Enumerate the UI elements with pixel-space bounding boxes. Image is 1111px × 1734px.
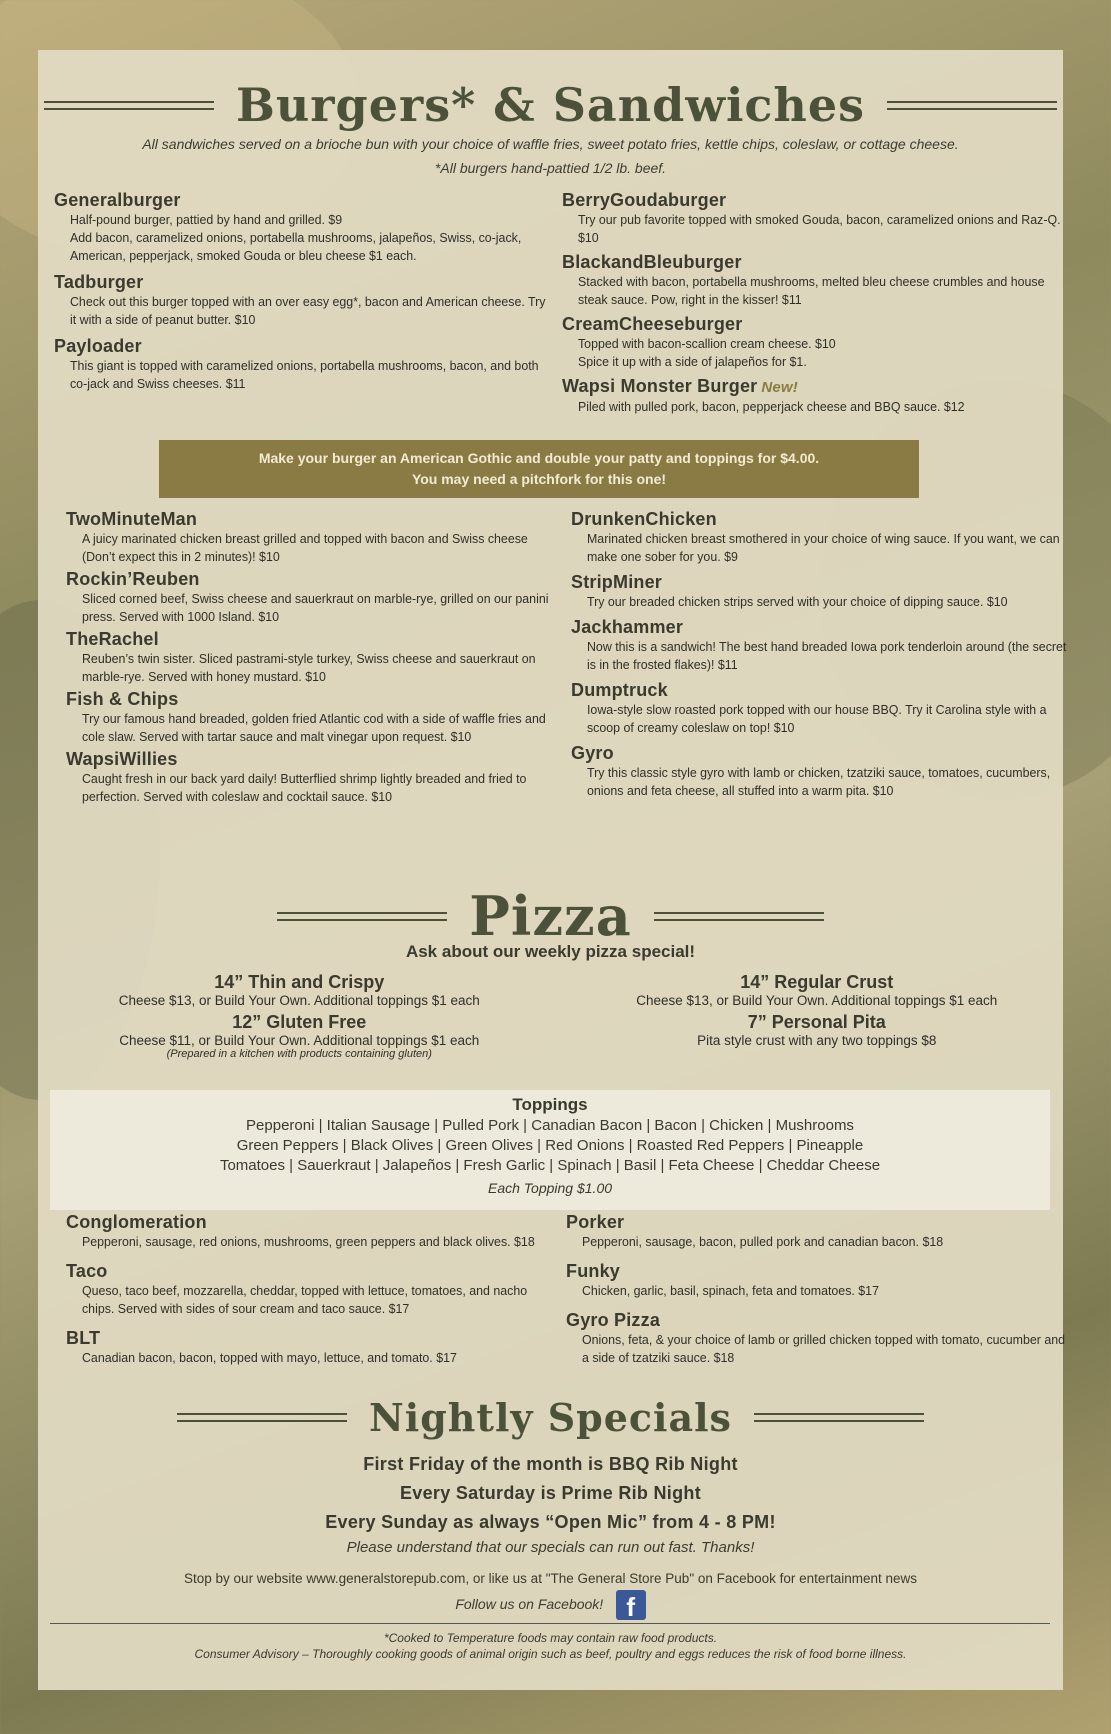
special-line: First Friday of the month is BBQ Rib Night xyxy=(363,1454,738,1474)
divider xyxy=(887,101,1057,110)
divider xyxy=(654,912,824,921)
website-info: Stop by our website www.generalstorepub.com, or like us at "The General Store Pub" on Facebook for entertainment news xyxy=(184,1571,917,1586)
special-line: Every Sunday as always “Open Mic” from 4 - 8 PM! xyxy=(325,1512,776,1532)
item-desc: Check out this burger topped with an over easy egg*, bacon and American cheese. Try it with a side of peanut butter. $10 xyxy=(69,294,546,327)
menu-item xyxy=(54,190,534,265)
crust-right-column xyxy=(551,972,1064,1060)
item-name: Porker xyxy=(566,1212,625,1232)
burgers-left-column xyxy=(54,190,554,423)
pizza-crusts xyxy=(38,972,1063,1060)
american-gothic-banner xyxy=(159,440,919,498)
item-name: Generalburger xyxy=(54,190,181,210)
item-name: Dumptruck xyxy=(571,680,668,700)
crust-option xyxy=(48,972,551,1008)
toppings-row: Pepperoni | Italian Sausage | Pulled Pork | Canadian Bacon | Bacon | Chicken | Mushrooms xyxy=(246,1117,854,1134)
specials-heading xyxy=(38,1395,1063,1440)
item-desc: Stacked with bacon, portabella mushrooms, melted bleu cheese crumbles and house steak sauce. Pow, right in the kisser! $11 xyxy=(577,274,1045,307)
menu-item xyxy=(66,689,546,746)
divider xyxy=(177,1413,347,1422)
burgers-list xyxy=(54,190,1061,423)
item-name: Conglomeration xyxy=(66,1212,207,1232)
follow-text: Follow us on Facebook! xyxy=(455,1596,604,1613)
menu-item xyxy=(54,272,546,329)
item-desc: Queso, taco beef, mozzarella, cheddar, topped with lettuce, tomatoes, and nacho chips. Served with sides of sour cream and taco sauce. $17 xyxy=(81,1283,528,1316)
burgers-note: *All burgers hand-pattied 1/2 lb. beef. xyxy=(434,160,667,176)
item-name: Gyro xyxy=(571,743,614,763)
crust-option xyxy=(571,1012,1064,1048)
item-desc: Chicken, garlic, basil, spinach, feta and tomatoes. $17 xyxy=(581,1283,879,1298)
item-desc: Pepperoni, sausage, red onions, mushrooms, green peppers and black olives. $18 xyxy=(81,1234,535,1249)
pizza-left-column xyxy=(66,1212,561,1374)
menu-item xyxy=(66,569,549,626)
crust-option xyxy=(571,972,1064,1008)
toppings-box xyxy=(50,1090,1050,1210)
burgers-heading xyxy=(38,78,1063,132)
item-name: BerryGoudaburger xyxy=(562,190,727,210)
footer-line: *Cooked to Temperature foods may contain raw food products. xyxy=(383,1631,718,1645)
pizza-subtitle: Ask about our weekly pizza special! xyxy=(405,942,696,961)
crust-desc: Cheese $13, or Build Your Own. Additional toppings $1 each xyxy=(636,993,998,1008)
crust-desc: Pita style crust with any two toppings $8 xyxy=(697,1033,937,1048)
menu-item xyxy=(562,252,1054,309)
item-desc: Try our breaded chicken strips served with your choice of dipping sauce. $10 xyxy=(586,594,1008,609)
menu-item xyxy=(66,1212,541,1251)
divider xyxy=(44,101,214,110)
sandwiches-right-column xyxy=(561,509,1067,813)
toppings-row: Green Peppers | Black Olives | Green Olives | Red Onions | Roasted Red Peppers | Pineapple xyxy=(236,1137,864,1154)
footer-divider xyxy=(50,1623,1050,1624)
item-name: BLT xyxy=(66,1328,101,1348)
item-desc: This giant is topped with caramelized onions, portabella mushrooms, bacon, and both co-jack and Swiss cheeses. $11 xyxy=(69,358,539,391)
crust-name: 14” Regular Crust xyxy=(740,972,894,992)
divider xyxy=(754,1413,924,1422)
crust-left-column xyxy=(38,972,551,1060)
burgers-title: Burgers* & Sandwiches xyxy=(235,78,866,132)
menu-item xyxy=(66,509,541,566)
specials-note: Please understand that our specials can run out fast. Thanks! xyxy=(346,1539,755,1556)
item-desc: Topped with bacon-scallion cream cheese. $10 Spice it up with a side of jalapeños for $1. xyxy=(577,336,836,369)
item-desc: Caught fresh in our back yard daily! Butterflied shrimp lightly breaded and fried to perfection. Served with coleslaw and cocktail sauce. $10 xyxy=(81,771,527,804)
pizza-right-column xyxy=(561,1212,1066,1374)
menu-item xyxy=(54,336,539,393)
menu-item xyxy=(571,743,1056,800)
item-name: WapsiWillies xyxy=(66,749,178,769)
item-desc: A juicy marinated chicken breast grilled and topped with bacon and Swiss cheese (Don’t expect this in 2 minutes)! $10 xyxy=(81,531,528,564)
specialty-pizzas xyxy=(66,1212,1066,1374)
menu-panel xyxy=(38,50,1067,1690)
crust-name: 12” Gluten Free xyxy=(232,1012,367,1032)
specials-title: Nightly Specials xyxy=(369,1395,732,1440)
facebook-icon[interactable]: f xyxy=(616,1590,646,1620)
menu-item xyxy=(66,749,541,806)
item-name: Rockin’Reuben xyxy=(66,569,200,589)
footer xyxy=(38,1630,1063,1662)
crust-name: 14” Thin and Crispy xyxy=(214,972,385,992)
item-desc: Try our famous hand breaded, golden fried Atlantic cod with a side of waffle fries and cole slaw. Served with tartar sauce and malt vinegar upon request. $10 xyxy=(81,711,546,744)
item-desc: Try our pub favorite topped with smoked Gouda, bacon, caramelized onions and Raz-Q. $10 xyxy=(577,212,1061,245)
item-name: BlackandBleuburger xyxy=(562,252,742,272)
item-desc: Canadian bacon, bacon, topped with mayo, lettuce, and tomato. $17 xyxy=(81,1350,457,1365)
item-desc: Now this is a sandwich! The best hand breaded Iowa pork tenderloin around (the secret is in the frosted flakes)! $11 xyxy=(586,639,1067,672)
menu-item xyxy=(66,1328,541,1367)
item-name: Fish & Chips xyxy=(66,689,179,709)
item-desc: Sliced corned beef, Swiss cheese and sauerkraut on marble-rye, grilled on our panini press. Served with 1000 Island. $10 xyxy=(81,591,549,624)
toppings-row: Tomatoes | Sauerkraut | Jalapeños | Fresh Garlic | Spinach | Basil | Feta Cheese | Cheddar Cheese xyxy=(219,1157,881,1174)
menu-item xyxy=(571,572,1056,611)
toppings-title: Toppings xyxy=(512,1095,588,1114)
crust-desc: Cheese $11, or Build Your Own. Additional toppings $1 each xyxy=(119,1033,480,1048)
item-desc: Pepperoni, sausage, bacon, pulled pork and canadian bacon. $18 xyxy=(581,1234,944,1249)
burgers-right-column xyxy=(554,190,1061,423)
menu-item xyxy=(571,617,1067,674)
menu-item xyxy=(566,1261,1056,1300)
item-name: Funky xyxy=(566,1261,621,1281)
toppings-price: Each Topping $1.00 xyxy=(487,1180,613,1196)
menu-item xyxy=(66,1261,541,1318)
menu-item xyxy=(571,509,1060,566)
item-name: StripMiner xyxy=(571,572,663,592)
footer-line: Consumer Advisory – Thoroughly cooking goods of animal origin such as beef, poultry and eggs reduces the risk of food borne illness. xyxy=(194,1647,907,1661)
item-desc: Half-pound burger, pattied by hand and grilled. $9 Add bacon, caramelized onions, portabella mushrooms, jalapeños, Swiss, co-jack, American, pepperjack, smoked Gouda or bleu cheese $1 each. xyxy=(69,212,522,263)
facebook-row xyxy=(38,1590,1063,1620)
item-name: CreamCheeseburger xyxy=(562,314,743,334)
banner-line: You may need a pitchfork for this one! xyxy=(411,471,667,487)
divider xyxy=(277,912,447,921)
pizza-title: Pizza xyxy=(469,884,632,948)
menu-item xyxy=(562,190,1061,247)
item-desc: Onions, feta, & your choice of lamb or grilled chicken topped with tomato, cucumber and a side of tzatziki sauce. $18 xyxy=(581,1332,1066,1365)
crust-desc: Cheese $13, or Build Your Own. Additional toppings $1 each xyxy=(118,993,480,1008)
item-name: DrunkenChicken xyxy=(571,509,717,529)
pizza-heading xyxy=(38,884,1063,948)
menu-item xyxy=(571,680,1056,737)
menu-item xyxy=(562,376,1054,416)
item-desc: Marinated chicken breast smothered in your choice of wing sauce. If you want, we can make one sober for you. $9 xyxy=(586,531,1060,564)
item-name: Jackhammer xyxy=(571,617,684,637)
item-name: Tadburger xyxy=(54,272,144,292)
specials-list xyxy=(38,1450,1063,1620)
item-desc: Iowa-style slow roasted pork topped with our house BBQ. Try it Carolina style with a scoop of creamy coleslaw on top! $10 xyxy=(586,702,1047,735)
banner-line: Make your burger an American Gothic and double your patty and toppings for $4.00. xyxy=(258,450,820,466)
new-badge: New! xyxy=(761,379,798,396)
crust-name: 7” Personal Pita xyxy=(747,1012,886,1032)
item-desc: Reuben’s twin sister. Sliced pastrami-style turkey, Swiss cheese and sauerkraut on marble-rye. Served with honey mustard. $10 xyxy=(81,651,536,684)
item-name: TwoMinuteMan xyxy=(66,509,198,529)
gluten-note: (Prepared in a kitchen with products containing gluten) xyxy=(166,1048,432,1060)
burgers-subtitle: All sandwiches served on a brioche bun with your choice of waffle fries, sweet potato fries, kettle chips, coleslaw, or cottage cheese. xyxy=(142,136,959,152)
menu-item xyxy=(66,629,541,686)
item-name: Gyro Pizza xyxy=(566,1310,661,1330)
special-line: Every Saturday is Prime Rib Night xyxy=(400,1483,701,1503)
item-name: TheRachel xyxy=(66,629,159,649)
item-name-text: Wapsi Monster Burger xyxy=(562,376,758,396)
menu-item xyxy=(566,1310,1066,1367)
sandwiches-left-column xyxy=(66,509,561,813)
item-desc: Piled with pulled pork, bacon, pepperjack cheese and BBQ sauce. $12 xyxy=(577,399,965,414)
sandwiches-list xyxy=(66,509,1067,813)
item-name: Payloader xyxy=(54,336,142,356)
item-name xyxy=(562,376,1054,398)
crust-option xyxy=(48,1012,551,1060)
menu-item xyxy=(562,314,1054,371)
item-name: Taco xyxy=(66,1261,108,1281)
item-desc: Try this classic style gyro with lamb or chicken, tzatziki sauce, tomatoes, cucumbers, onions and feta cheese, all stuffed into a warm pita. $10 xyxy=(586,765,1051,798)
menu-item xyxy=(566,1212,1056,1251)
